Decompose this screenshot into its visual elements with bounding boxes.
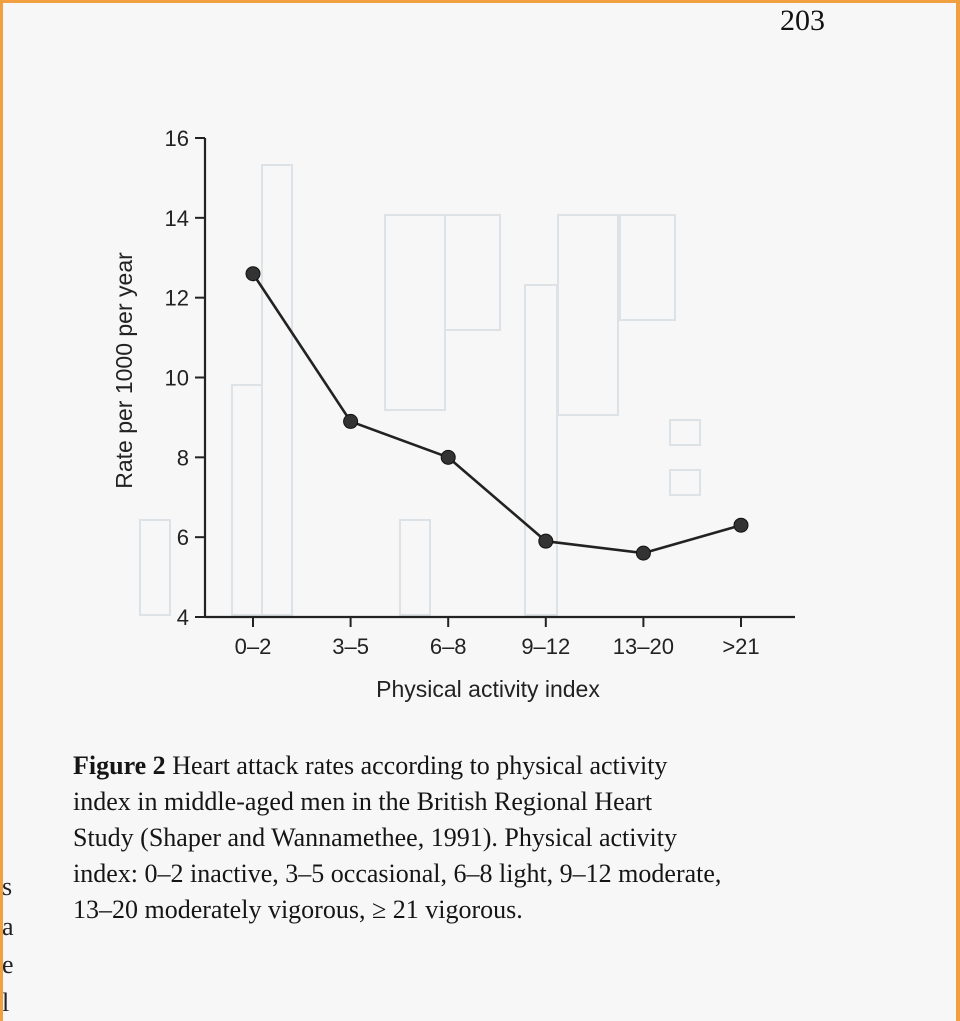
series-line (253, 274, 741, 553)
y-tick-label: 12 (164, 285, 189, 311)
y-tick-label: 4 (176, 605, 189, 630)
x-tick-label: 6–8 (429, 634, 467, 659)
y-tick-label: 6 (176, 525, 189, 551)
x-tick-label: 9–12 (521, 634, 571, 659)
y-tick-label: 10 (164, 365, 189, 391)
data-point (246, 267, 260, 281)
y-tick-label: 14 (164, 205, 189, 231)
figure-caption (73, 748, 848, 928)
margin-fragment: l (2, 988, 10, 1017)
margin-fragment: a (2, 912, 14, 941)
caption-figure-label: Figure 2 (73, 751, 166, 780)
data-point (539, 534, 553, 548)
data-point (344, 414, 358, 428)
x-tick-label: 13–20 (612, 634, 674, 659)
caption-text-3: Study (Shaper and Wannamethee, 1991). Physical activity (73, 823, 677, 852)
caption-text-4: index: 0–2 inactive, 3–5 occasional, 6–8 light, 9–12 moderate, (73, 859, 722, 888)
x-tick-label: 3–5 (332, 634, 369, 659)
caption-line-1 (73, 748, 848, 784)
x-tick-label: >21 (722, 634, 760, 659)
data-point (441, 450, 455, 464)
x-axis-label: Physical activity index (376, 676, 600, 702)
x-tick-label: 0–2 (234, 634, 272, 659)
y-tick-label: 16 (164, 126, 189, 151)
margin-fragment: e (2, 950, 14, 979)
caption-text-5: 13–20 moderately vigorous, ≥ 21 vigorous. (73, 895, 523, 924)
data-point (636, 546, 650, 560)
data-point (734, 518, 748, 532)
caption-text-1: Heart attack rates according to physical activity (165, 751, 668, 780)
caption-text-2: index in middle-aged men in the British Regional Heart (73, 787, 653, 816)
y-tick-label: 8 (176, 445, 189, 471)
y-axis-label: Rate per 1000 per year (111, 252, 137, 489)
margin-fragment: s (2, 872, 13, 901)
page-number: 203 (780, 4, 825, 37)
